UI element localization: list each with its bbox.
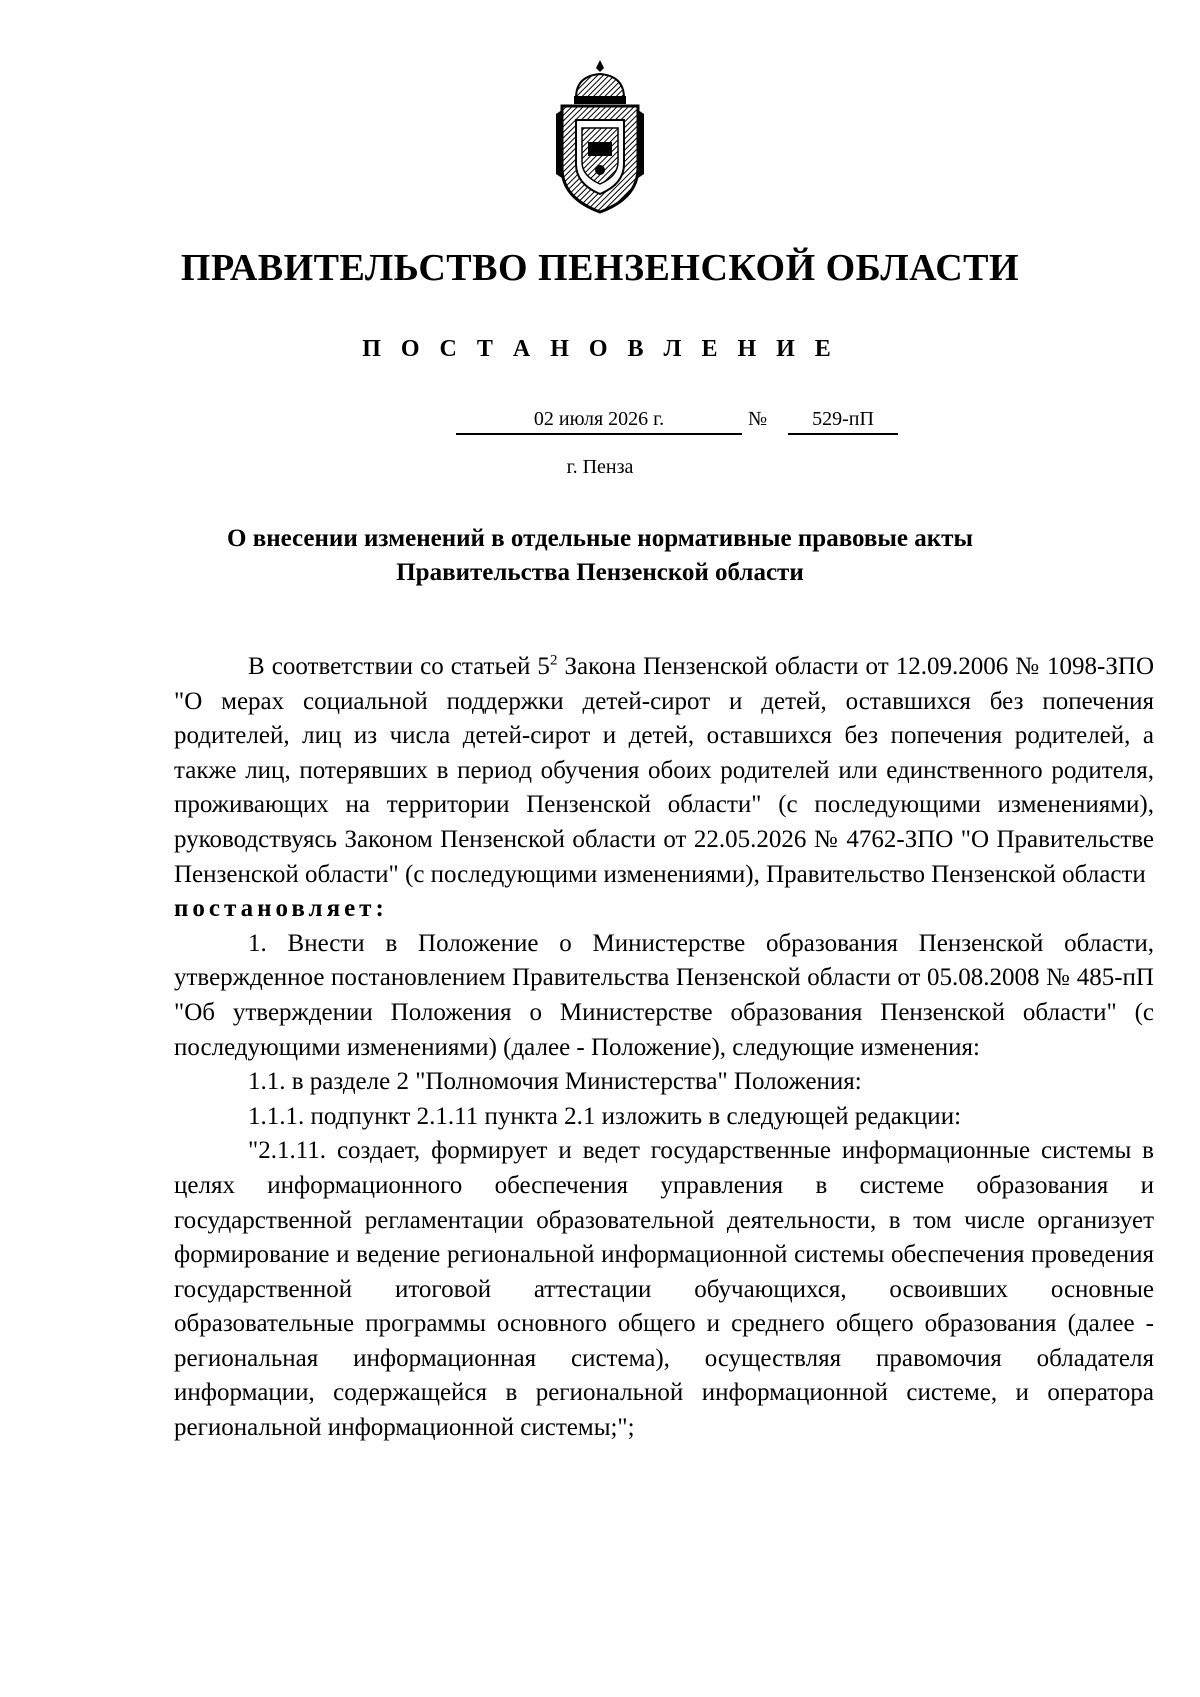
decree-paragraph [174, 892, 1154, 927]
intro-paragraph [174, 650, 1154, 892]
decree-word: постановляет: [174, 895, 388, 923]
penza-coat-of-arms-icon [552, 58, 648, 218]
document-number: 529-пП [788, 408, 898, 435]
date-number-row [0, 408, 1200, 442]
number-sign: № [748, 408, 768, 430]
document-date: 02 июля 2026 г. [456, 408, 742, 435]
intro-superscript: 2 [549, 652, 558, 669]
paragraph-1: 1. Внести в Положение о Министерстве образования Пензенской области, утвержденное постановлением Правительства Пензенской области от 05.08.2008 № 485-пП "Об утверждении Положения о Министерстве образования Пензенской области" (с последующими изменениями) (далее - Положение), следующие изменения: [174, 929, 1154, 1061]
paragraph-1-1-1: 1.1.1. подпункт 2.1.11 пункта 2.1 изложить в следующей редакции: [248, 1102, 962, 1130]
quoted-paragraph: "2.1.11. создает, формирует и ведет государственные информационные системы в целях информационного обеспечения управления в системе образования и государственной регламентации образовательной деятельности, в том числе организует формирование и ведение региональной информационной системы обеспечения проведения государственной итоговой аттестации обучающихся, освоивших основные образовательные программы основного общего и среднего общего образования (далее - региональная информационная система), осуществляя правомочия обладателя информации, содержащейся в региональной информационной системе, и оператора региональной информационной системы;"; [174, 1137, 1154, 1442]
intro-text-rest: Закона Пензенской области от 12.09.2006 № 1098-ЗПО "О мерах социальной поддержки детей-сирот и детей, оставшихся без попечения родителей, лиц из числа детей-сирот и детей, оставшихся без попечения родителей, а также лиц, потерявших в период обучения обоих родителей или единственного родителя, проживающих на территории Пензенской области" (с последующими изменениями), руководствуясь Законом Пензенской области от 22.05.2026 № 4762-ЗПО "О Правительстве Пензенской области" (с последующими изменениями), Правительство Пензенской области [174, 653, 1155, 888]
subject-line-1: О внесении изменений в отдельные нормативные правовые акты [227, 525, 973, 552]
document-type: П О С Т А Н О В Л Е Н И Е [362, 336, 838, 362]
paragraph-1-1: 1.1. в разделе 2 "Полномочия Министерства" Положения: [248, 1068, 862, 1096]
city: г. Пенза [566, 456, 634, 478]
document-subject [0, 522, 1200, 590]
subject-line-2: Правительства Пензенской области [396, 559, 804, 586]
intro-text-start: В соответствии со статьей 5 [248, 653, 550, 680]
document-body [174, 650, 1154, 1446]
organization-title: ПРАВИТЕЛЬСТВО ПЕНЗЕНСКОЙ ОБЛАСТИ [180, 247, 1020, 289]
